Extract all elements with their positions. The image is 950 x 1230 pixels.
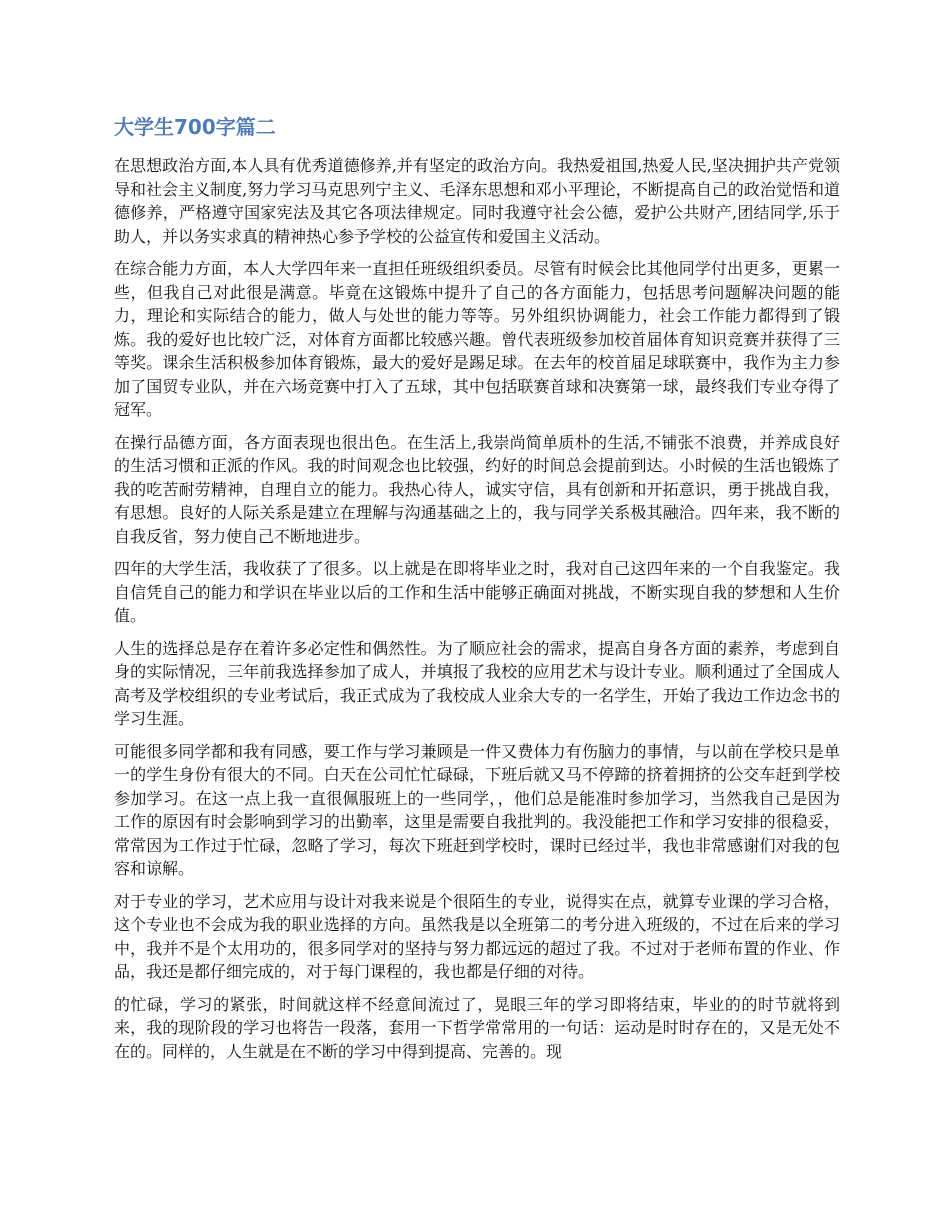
paragraph-ability: 在综合能力方面，本人大学四年来一直担任班级组织委员。尽管有时候会比其他同学付出更多，更累一些，但我自己对此很是满意。毕竟在这锻炼中提升了自己的各方面能力，包括思考问题解决问题的能力，理论和实际结合的能力，做人与处世的能力等等。另外组织协调能力，社会工作能力都得到了锻炼。我的爱好也比较广泛，对体育方面都比较感兴趣。曾代表班级参加校首届体育知识竞赛并获得了三等奖。课余生活积极参加体育锻炼，最大的爱好是踢足球。在去年的校首届足球联赛中，我作为主力参加了国贸专业队，并在六场竞赛中打入了五球，其中包括联赛首球和决赛第一球，最终我们专业夺得了冠军。 (114, 259, 840, 419)
document-body (114, 112, 840, 1072)
paragraph-choice: 人生的选择总是存在着许多必定性和偶然性。为了顺应社会的需求，提高自身各方面的素养，考虑到自身的实际情况，三年前我选择参加了成人，并填报了我校的应用艺术与设计专业。顺利通过了全国成人高考及学校组织的专业考试后，我正式成为了我校成人业余大专的一名学生，开始了我边工作边念书的学习生涯。 (114, 638, 840, 728)
paragraph-summary: 四年的大学生活，我收获了了很多。以上就是在即将毕业之时，我对自己这四年来的一个自我鉴定。我自信凭自己的能力和学识在毕业以后的工作和生活中能够正确面对挑战，不断实现自我的梦想和人生价值。 (114, 559, 840, 625)
paragraph-conclusion: 的忙碌，学习的紧张，时间就这样不经意间流过了，晃眼三年的学习即将结束，毕业的的时节就将到来，我的现阶段的学习也将告一段落，套用一下哲学常常用的一句话：运动是时时存在的，又是无处不在的。同样的，人生就是在不断的学习中得到提高、完善的。现 (114, 994, 840, 1061)
paragraph-conduct: 在操行品德方面，各方面表现也很出色。在生活上,我崇尚简单质朴的生活,不铺张不浪费，并养成良好的生活习惯和正派的作风。我的时间观念也比较强，约好的时间总会提前到达。小时候的生活也锻炼了我的吃苦耐劳精神，自理自立的能力。我热心待人，诚实守信，具有创新和开拓意识，勇于挑战自我，有思想。良好的人际关系是建立在理解与沟通基础之上的，我与同学关系极其融洽。四年来，我不断的自我反省，努力使自己不断地进步。 (114, 432, 840, 546)
document-title: 大学生700字篇二 (114, 115, 276, 139)
paragraph-work-study: 可能很多同学都和我有同感，要工作与学习兼顾是一件又费体力有伤脑力的事情，与以前在学校只是单一的学生身份有很大的不同。白天在公司忙忙碌碌，下班后就又马不停蹄的挤着拥挤的公交车赶到学校参加学习。在这一点上我一直很佩服班上的一些同学，，他们总是能准时参加学习，当然我自己是因为工作的原因有时会影响到学习的出勤率，这里是需要自我批判的。我没能把工作和学习安排的很稳妥，常常因为工作过于忙碌，忽略了学习，每次下班赶到学校时，课时已经过半，我也非常感谢们对我的包容和谅解。 (114, 741, 840, 878)
paragraph-political: 在思想政治方面,本人具有优秀道德修养,并有坚定的政治方向。我热爱祖国,热爱人民,坚决拥护共产党领导和社会主义制度,努力学习马克思列宁主义、毛泽东思想和邓小平理论，不断提高自己的政治觉悟和道德修养，严格遵守国家宪法及其它各项法律规定。同时我遵守社会公德，爱护公共财产,团结同学,乐于助人，并以务实求真的精神热心参予学校的公益宣传和爱国主义活动。 (114, 156, 840, 246)
paragraph-major: 对于专业的学习，艺术应用与设计对我来说是个很陌生的专业，说得实在点，就算专业课的学习合格，这个专业也不会成为我的职业选择的方向。虽然我是以全班第二的考分进入班级的，不过在后来的学习中，我并不是个太用功的，很多同学对的坚持与努力都远远的超过了我。不过对于老师布置的作业、作品，我还是都仔细完成的，对于每门课程的，我也都是仔细的对待。 (114, 891, 840, 981)
